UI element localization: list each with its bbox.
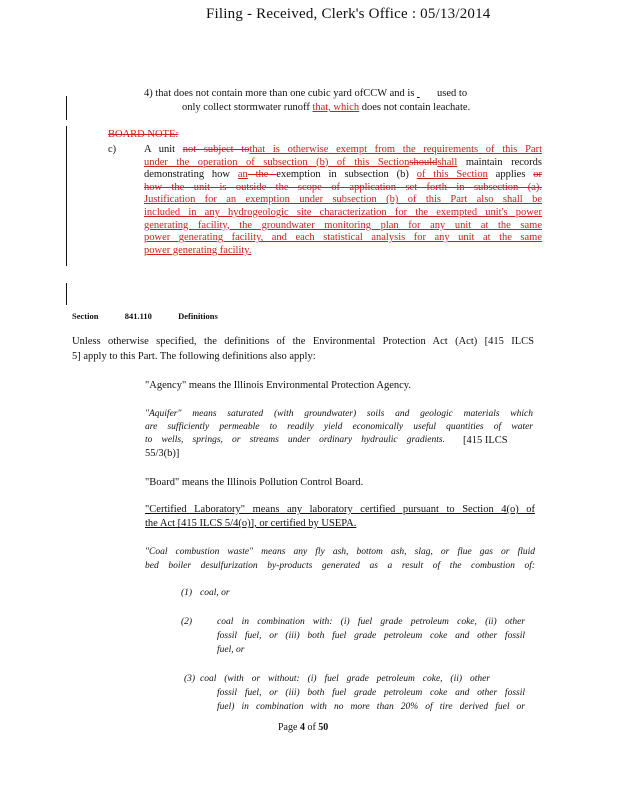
definition-certlab-l1: "Certified Laboratory" means any laboratory certified pursuant to Section 4(o) of — [145, 504, 535, 515]
ccw-item3-l2: fossil fuel, or (iii) both fuel grade petroleum coke and other fossil — [217, 688, 525, 698]
board-note-run: that is otherwise exempt from the requirements of this Part — [249, 144, 543, 155]
board-note-run: should — [409, 156, 438, 168]
definition-aquifer-l3: to wells, springs, or streams under ordinary hydraulic gradients. — [145, 435, 445, 445]
ccw-item1-text: coal, or — [200, 588, 230, 598]
intro-line1: Unless otherwise specified, the definitions of the Environmental Protection Act (Act) [415 ILCS — [72, 336, 534, 347]
ccw-item1-num: (1) — [181, 588, 193, 598]
board-note-run: generating facility, the groundwater monitoring plan for any unit at the same — [144, 219, 542, 231]
board-note-line — [144, 245, 251, 256]
board-note-run: maintain records — [457, 156, 542, 168]
board-note-run: included in any hydrogeologic site characterization for the exempted unit's power — [144, 207, 542, 218]
ccw-item2-l1: coal in combination with: (i) fuel grade petroleum coke, (ii) other — [217, 617, 525, 627]
definition-ccw-l2: bed boiler desulfurization by-products generated as a result of the combustion of: — [145, 561, 535, 571]
board-note-line — [144, 220, 542, 231]
board-note-line — [144, 182, 542, 193]
board-note-run: under the operation of subsection (b) of this Section — [144, 156, 410, 168]
change-bar — [66, 126, 67, 266]
definition-agency: "Agency" means the Illinois Environmental Protection Agency. — [145, 380, 411, 391]
board-note-run: applies — [487, 169, 534, 181]
definition-aquifer-cite: [415 ILCS — [463, 435, 508, 446]
board-note-line — [144, 194, 542, 205]
board-note-run: an — [237, 169, 248, 181]
board-note-run: power generating facility. — [144, 244, 252, 256]
board-note-run: shall — [437, 156, 458, 168]
item4-line2: only collect stormwater runoff that, which does not contain leachate. — [182, 102, 471, 113]
board-note-run: the — [247, 169, 277, 181]
item4-line1: 4) that does not contain more than one cubic yard ofCCW and is used to — [144, 88, 468, 99]
board-note-line — [144, 144, 542, 155]
board-note-line — [144, 157, 542, 168]
board-note-run: or — [533, 169, 543, 181]
board-note-run: of this Section — [416, 169, 488, 181]
board-note-run: exemption in subsection (b) — [276, 169, 417, 181]
change-bar — [66, 283, 67, 305]
board-note-run: how the unit is outside the scope of application set forth in subsection (a). — [144, 181, 542, 193]
board-note-run: demonstrating how — [144, 169, 238, 181]
ccw-item3-l1: coal (with or without: (i) fuel grade petroleum coke, (ii) other — [200, 674, 490, 684]
board-note-run: A unit — [144, 144, 183, 155]
definition-ccw-l1: "Coal combustion waste" means any fly ash, bottom ash, slag, or flue gas or fluid — [145, 547, 535, 557]
board-note-line — [144, 207, 542, 218]
ccw-item2-num: (2) — [181, 617, 193, 627]
subsection-c-label: c) — [108, 144, 117, 155]
ccw-item3-l3: fuel) in combination with no more than 20% of tire derived fuel or — [217, 702, 525, 712]
section-heading: Section 841.110 Definitions — [72, 311, 218, 321]
definition-aquifer-l4: 55/3(b)] — [145, 448, 180, 459]
board-note-line — [144, 169, 542, 180]
intro-line2: 5] apply to this Part. The following definitions also apply: — [72, 351, 316, 362]
board-note-label: BOARD NOTE: — [108, 129, 179, 140]
filing-header: Filing - Received, Clerk's Office : 05/13/2014 — [206, 6, 491, 22]
board-note-run: not subject to — [182, 144, 250, 155]
board-note-line — [144, 232, 542, 243]
definition-certlab-l2: the Act [415 ILCS 5/4(o)], or certified by USEPA. — [145, 518, 357, 529]
definition-board: "Board" means the Illinois Pollution Control Board. — [145, 477, 364, 488]
definition-aquifer-l1: "Aquifer" means saturated (with groundwater) soils and geologic materials which — [145, 409, 533, 419]
change-bar — [66, 96, 67, 120]
board-note-run: Justification for an exemption under subsection (b) of this Part also shall be — [144, 194, 542, 206]
ccw-item2-l2: fossil fuel, or (iii) both fuel grade petroleum coke and other fossil — [217, 631, 525, 641]
board-note-run: power generating facility, and each statistical analysis for any unit at the same — [144, 232, 542, 244]
page-footer: Page 4 of 50 — [278, 722, 329, 733]
ccw-item3-num: (3) — [184, 674, 196, 684]
ccw-item2-l3: fuel, or — [217, 645, 245, 655]
definition-aquifer-l2: are sufficiently permeable to readily yield economically useful quantities of water — [145, 422, 533, 432]
